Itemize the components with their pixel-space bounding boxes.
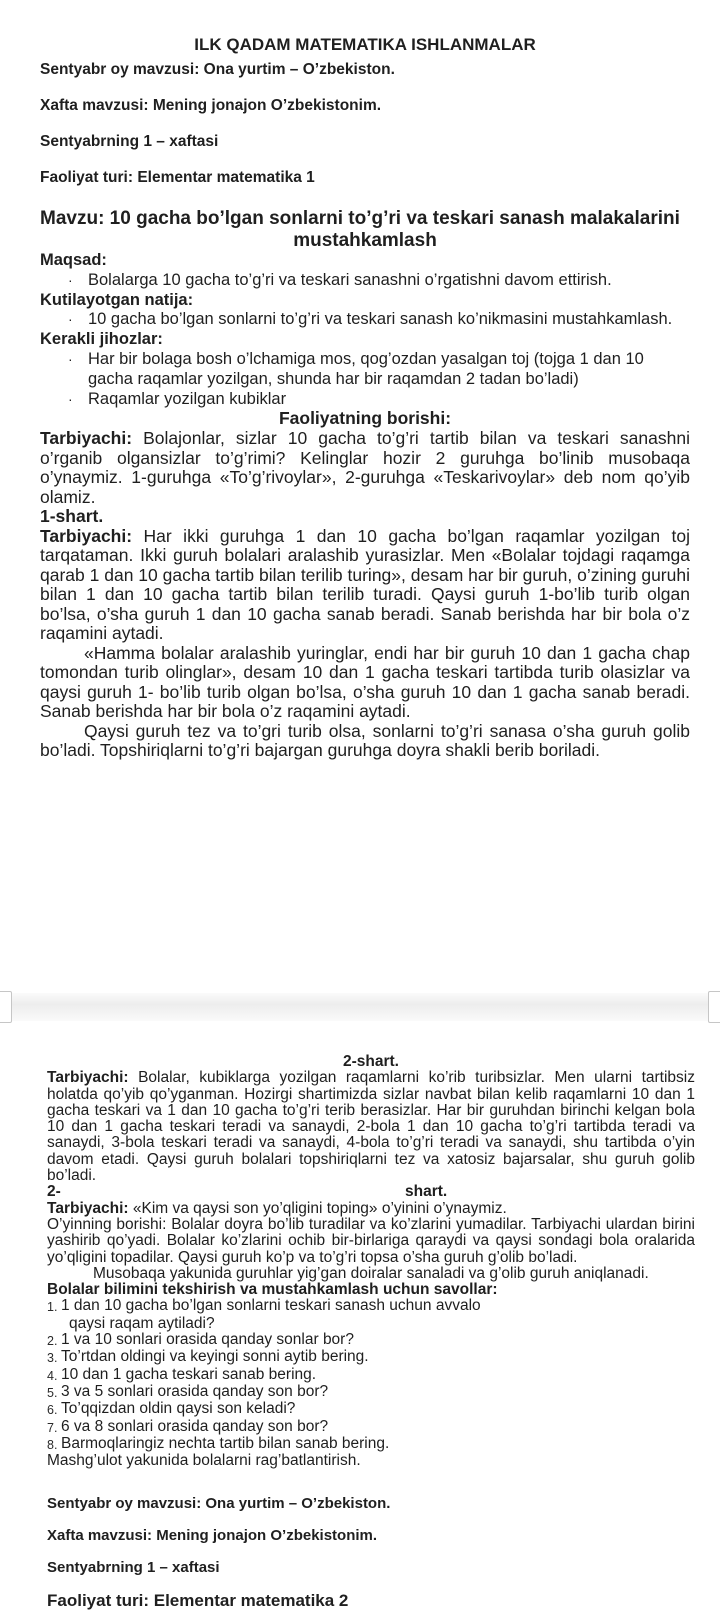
teacher-paragraph-1 bbox=[40, 429, 690, 507]
question-number: 1. bbox=[47, 1300, 58, 1315]
question-number: 3. bbox=[47, 1351, 58, 1366]
week-theme-line: Xafta mavzusi: Mening jonajon O’zbekistonim. bbox=[47, 1527, 378, 1545]
question-item bbox=[47, 1384, 695, 1401]
equipment-bullet bbox=[68, 390, 690, 410]
meta-block bbox=[40, 62, 690, 186]
page-corner-right bbox=[708, 991, 720, 1023]
condition-1-heading: 1-shart. bbox=[40, 506, 104, 527]
question-number: 2. bbox=[47, 1334, 58, 1349]
question-item bbox=[47, 1298, 695, 1315]
expected-result-bullet bbox=[68, 310, 690, 330]
question-text: 6 va 8 sonlari orasida qanday son bor? bbox=[61, 1417, 329, 1435]
paragraph-quote: «Hamma bolalar aralashib yuringlar, endi har bir guruh 10 dan 1 gacha chap tomondan turib olinglar», desam 10 dan 1 gacha teskari tartibda turib olasizlar va qaysi guruh 1- bo’lib turib olgan bo’lsa, o’sha guruh 10 dan 1 gacha sanab beradi. Sanab berishda har bir bola o’z raqamini aytadi. bbox=[40, 642, 690, 722]
activity-type-line: Faoliyat turi: Elementar matematika 2 bbox=[47, 1591, 349, 1611]
bullet-dot-icon: · bbox=[68, 271, 73, 288]
teacher-paragraph-3-text: Bolalar, kubiklarga yozilgan raqamlarni ko’rib turibsizlar. Men ularni tartibsiz holatda qo’yib qo’yganman. Hozirgi shartimizda sizlar navbat bilan kelib raqamlarni 10 dan 1 gacha teskari va 1 dan 10 gacha to’g’ri terib berasizlar. Har bir guruhdan birinchi kelgan bola 10 dan 1 gacha teskari teradi va sanaydi, 2-bola 1 dan 10 gacha to’g’ri tartibda teradi va sanaydi, 3-bola teskari teradi va sanaydi, 4-bola to’g’ri teradi va sanaydi, shu tartibda o’yin davom etadi. Qaysi guruh bolalari topshiriqlarni tez va xatosiz bajarsalar, shu guruh golib bo’ladi. bbox=[47, 1069, 695, 1185]
question-number: 7. bbox=[47, 1420, 58, 1435]
teacher-label: Tarbiyachi: bbox=[47, 1199, 129, 1217]
question-item bbox=[47, 1436, 695, 1453]
expected-result-bullet-text: 10 gacha bo’lgan sonlarni to’g’ri va teskari sanash ko’nikmasini mustahkamlash. bbox=[88, 310, 673, 329]
question-text: To’rtdan oldingi va keyingi sonni aytib bering. bbox=[61, 1348, 369, 1366]
week-theme-line: Xafta mavzusi: Mening jonajon O’zbekistonim. bbox=[40, 97, 382, 114]
question-item bbox=[47, 1401, 695, 1418]
expected-result-heading: Kutilayotgan natija: bbox=[40, 290, 194, 309]
equipment-heading: Kerakli jihozlar: bbox=[40, 330, 163, 349]
page-break-separator bbox=[0, 993, 720, 1021]
bullet-dot-icon: · bbox=[68, 390, 73, 407]
teacher-paragraph-4-text: «Kim va qaysi son yo’qligini toping» o’yinini o’ynaymiz. bbox=[132, 1199, 507, 1217]
questions-heading: Bolalar bilimini tekshirish va mustahkamlash uchun savollar: bbox=[47, 1281, 498, 1299]
question-text: 1 dan 10 gacha bo’lgan sonlarni teskari sanash uchun avvalo bbox=[61, 1297, 481, 1315]
bullet-dot-icon: · bbox=[68, 350, 73, 367]
game-flow-paragraph: O’yinning borishi: Bolalar doyra bo’lib turadilar va ko’zlarini yumadilar. Tarbiyachi ulardan birini yashirib qo’yadi. Bolalar ko’zlarini ochib bir-birlariga qaraydi va qaysi sondagi bola oralarida yo’qligini topadilar. Qaysi guruh ko’p va to’g’ri topsa o’sha guruh g’olib bo’ladi. bbox=[47, 1215, 695, 1266]
question-number: 4. bbox=[47, 1368, 58, 1383]
teacher-label: Tarbiyachi: bbox=[47, 1069, 129, 1087]
split-right: shart. bbox=[405, 1183, 448, 1201]
question-number: 8. bbox=[47, 1437, 58, 1452]
document-title: ILK QADAM MATEMATIKA ISHLANMALAR bbox=[194, 35, 536, 54]
equipment-bullet-text: Har bir bolaga bosh o’lchamiga mos, qog’ozdan yasalgan toj (tojga 1 dan 10 gacha raqamlar yozilgan, shunda har bir raqamdan 2 tadan bo’ladi) bbox=[88, 349, 644, 388]
question-text: 3 va 5 sonlari orasida qanday son bor? bbox=[61, 1382, 329, 1400]
teacher-label: Tarbiyachi: bbox=[40, 428, 133, 449]
condition-2-split-line bbox=[47, 1184, 695, 1200]
goal-bullet-text: Bolalarga 10 gacha to’g’ri va teskari sanashni o’rgatishni davom ettirish. bbox=[88, 270, 612, 289]
question-number: 6. bbox=[47, 1403, 58, 1418]
equipment-bullet-text: Raqamlar yozilgan kubiklar bbox=[88, 389, 287, 408]
question-item bbox=[47, 1419, 695, 1436]
closing-line: Mashg’ulot yakunida bolalarni rag’batlantirish. bbox=[47, 1452, 361, 1470]
question-item bbox=[47, 1349, 695, 1366]
bullet-dot-icon: · bbox=[68, 311, 73, 328]
month-theme-line: Sentyabr oy mavzusi: Ona yurtim – O’zbekiston. bbox=[47, 1495, 391, 1513]
question-item bbox=[47, 1367, 695, 1384]
competition-summary-line: Musobaqa yakunida guruhlar yig’gan doiralar sanaladi va g’olib guruh aniqlanadi. bbox=[93, 1264, 649, 1282]
goal-heading: Maqsad: bbox=[40, 251, 107, 269]
week-number-line: Sentyabrning 1 – xaftasi bbox=[47, 1559, 220, 1577]
topic-heading bbox=[40, 208, 690, 251]
activity-type-line: Faoliyat turi: Elementar matematika 1 bbox=[40, 169, 315, 186]
paragraph-winner-rule: Qaysi guruh tez va to’gri turib olsa, sonlarni to’g’ri sanasa o’sha guruh golib bo’ladi. Topshiriqlarni to’g’ri bajargan guruhga doyra shakli berib boriladi. bbox=[40, 720, 690, 761]
teacher-paragraph-2 bbox=[40, 527, 690, 644]
equipment-bullet bbox=[68, 350, 690, 390]
question-text: 1 va 10 sonlari orasida qanday sonlar bor? bbox=[61, 1331, 354, 1349]
question-continuation: qaysi raqam aytiladi? bbox=[69, 1314, 215, 1332]
month-theme-line: Sentyabr oy mavzusi: Ona yurtim – O’zbekiston. bbox=[40, 61, 395, 78]
question-number: 5. bbox=[47, 1385, 58, 1400]
goal-bullet bbox=[68, 271, 690, 291]
teacher-label: Tarbiyachi: bbox=[40, 525, 133, 546]
week-number-line: Sentyabrning 1 – xaftasi bbox=[40, 133, 219, 150]
document-page-2 bbox=[0, 1021, 720, 1612]
question-item bbox=[47, 1332, 695, 1349]
page-corner-left bbox=[0, 991, 12, 1023]
question-text: To’qqizdan oldin qaysi son keladi? bbox=[61, 1400, 296, 1418]
activity-flow-heading: Faoliyatning borishi: bbox=[278, 408, 452, 429]
topic-line-2: mustahkamlash bbox=[293, 229, 437, 251]
question-text: Barmoqlaringiz nechta tartib bilan sanab bering. bbox=[61, 1434, 390, 1452]
teacher-paragraph-1-text: Bolajonlar, sizlar 10 gacha to’g’ri tartib bilan va teskari sanashni o’rganib olgansizlar to’g’rimi? Kelinglar hozir 2 guruhga bo’linib musobaqa o’ynaymiz. 1-guruhga «To’g’rivoylar», 2-guruhga «Teskarivoylar» deb nom qo’yib olamiz. bbox=[40, 428, 690, 507]
teacher-paragraph-2-text: Har ikki guruhga 1 dan 10 gacha bo’lgan raqamlar yozilgan toj tarqataman. Ikki guruh bolalari aralashib yurasizlar. Men «Bolalar tojdagi raqamga qarab 1 dan 10 gacha tartib bilan terilib turing», desam har bir guruh, o’zining guruhi bilan 1 dan 10 gacha tartib bilan terilib turadi. Qaysi guruh 1-bo’lib turib olgan bo’lsa, o’sha guruh 1 dan 10 gacha sanab beradi. Sanab berishda har bir bola o’z raqamini aytadi. bbox=[40, 525, 690, 644]
question-text: 10 dan 1 gacha teskari sanab bering. bbox=[61, 1365, 317, 1383]
teacher-paragraph-3 bbox=[47, 1070, 695, 1184]
split-left: 2- bbox=[47, 1183, 61, 1201]
condition-2-heading: 2-shart. bbox=[343, 1053, 399, 1070]
teacher-paragraph-4 bbox=[47, 1201, 695, 1217]
topic-line-1: Mavzu: 10 gacha bo’lgan sonlarni to’g’ri va teskari sanash malakalarini bbox=[40, 208, 680, 229]
